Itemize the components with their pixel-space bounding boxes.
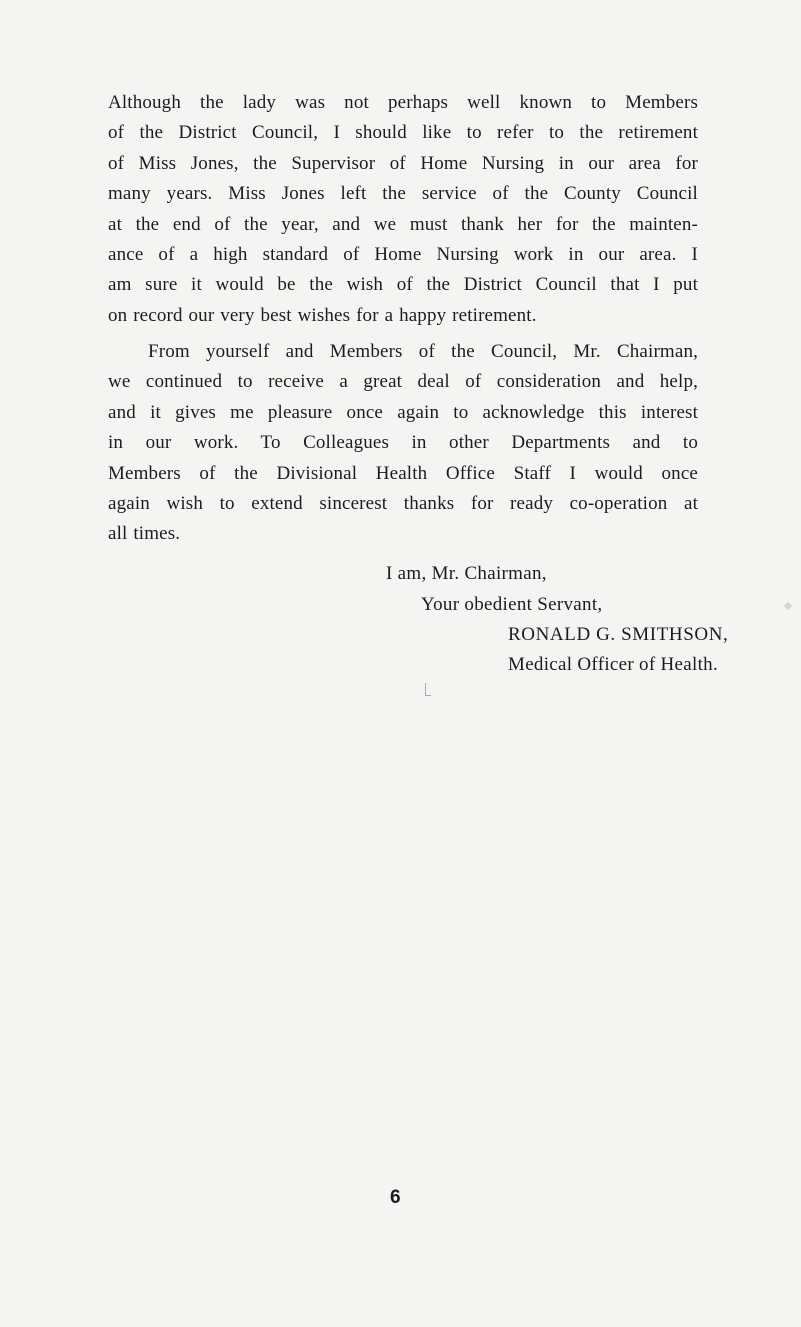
text-line: again wish to extend sincerest thanks for ready co-operation at [108, 493, 698, 515]
text-line: am sure it would be the wish of the District Council that I put [108, 274, 698, 296]
page-number: 6 [390, 1187, 401, 1208]
signer-name: RONALD G. SMITHSON, [508, 624, 729, 645]
margin-mark [784, 602, 792, 610]
text-line: many years. Miss Jones left the service of the County Council [108, 183, 698, 205]
text-line: ance of a high standard of Home Nursing work in our area. I [108, 244, 698, 266]
text-line: of Miss Jones, the Supervisor of Home Nursing in our area for [108, 152, 698, 174]
closing-line: I am, Mr. Chairman, [386, 563, 547, 584]
text-line: on record our very best wishes for a happy retirement. [108, 304, 537, 326]
stray-mark [425, 683, 431, 696]
text-line: Members of the Divisional Health Office Staff I would once [108, 462, 698, 484]
text-line: in our work. To Colleagues in other Departments and to [108, 432, 698, 454]
salutation-line: Your obedient Servant, [421, 594, 603, 615]
paragraph-acknowledgement [108, 337, 698, 550]
text-line: of the District Council, I should like to refer to the retirement [108, 122, 698, 144]
text-line: all times. [108, 523, 181, 545]
text-line: we continued to receive a great deal of consideration and help, [108, 371, 698, 393]
text-line: From yourself and Members of the Council, Mr. Chairman, [148, 341, 698, 362]
signer-title: Medical Officer of Health. [508, 654, 719, 675]
text-line: at the end of the year, and we must thank her for the mainten- [108, 213, 698, 235]
text-line: Although the lady was not perhaps well known to Members [108, 92, 698, 113]
paragraph-retirement [108, 88, 698, 331]
text-line: and it gives me pleasure once again to acknowledge this interest [108, 401, 698, 423]
